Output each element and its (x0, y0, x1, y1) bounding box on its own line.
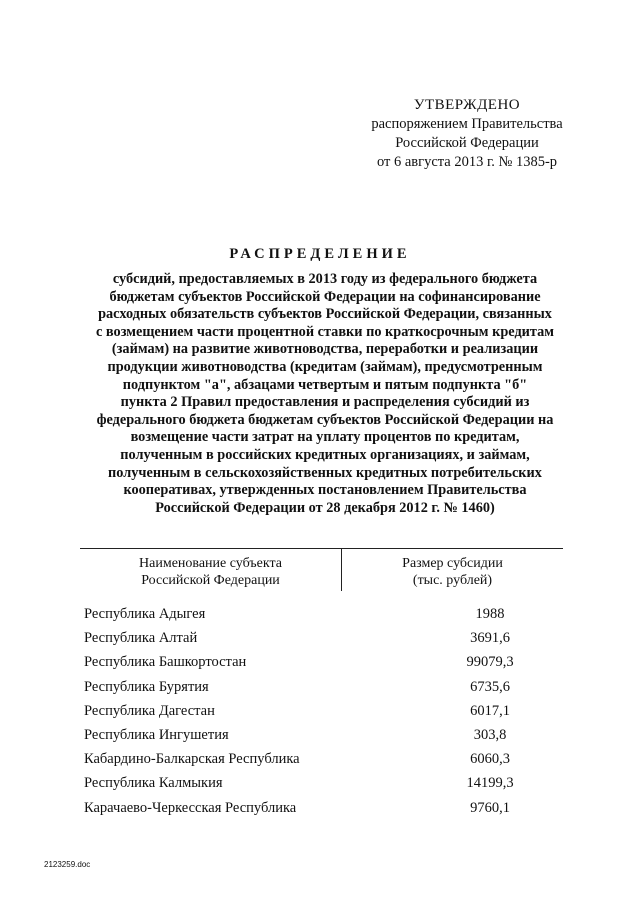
table-body (84, 606, 564, 824)
region-name: Кабардино-Балкарская Республика (84, 751, 300, 768)
subtitle-line: подпунктом "а", абзацами четвертым и пятым подпункта "б" (122, 376, 528, 393)
table-row (84, 775, 564, 799)
region-name: Республика Бурятия (84, 678, 209, 695)
region-name: Республика Башкортостан (84, 654, 247, 671)
subtitle-line: с возмещением части процентной ставки по краткосрочным кредитам (96, 323, 554, 340)
table-row (84, 606, 564, 630)
table-row (84, 800, 564, 824)
column-header-amount-line-2: (тыс. рублей) (412, 573, 493, 588)
column-header-name (80, 555, 341, 589)
table-header (80, 548, 563, 591)
table-row (84, 679, 564, 703)
table-row (84, 703, 564, 727)
subsidy-amount: 99079,3 (466, 654, 514, 671)
document-subtitle (72, 271, 578, 517)
table-row (84, 654, 564, 678)
document-title: РАСПРЕДЕЛЕНИЕ (229, 246, 411, 262)
subtitle-line: продукции животноводства (кредитам (займам), предусмотренным (107, 358, 543, 375)
column-header-amount (342, 555, 563, 589)
table-row (84, 727, 564, 751)
subsidy-amount: 3691,6 (470, 630, 510, 647)
subsidy-amount: 6735,6 (470, 678, 510, 695)
subtitle-line: полученным в российских кредитных организациях, и займам, (120, 446, 530, 463)
subsidy-amount: 9760,1 (470, 799, 510, 816)
subsidy-amount: 14199,3 (466, 775, 514, 792)
subtitle-line: полученным в сельскохозяйственных кредитных потребительских (108, 464, 542, 481)
approval-heading: УТВЕРЖДЕНО (413, 97, 521, 113)
region-name: Республика Алтай (84, 630, 198, 647)
approval-line-1: распоряжением Правительства (371, 116, 563, 132)
subtitle-line: федерального бюджета бюджетам субъектов Российской Федерации на (96, 411, 554, 428)
table-row (84, 630, 564, 654)
subsidy-amount: 303,8 (473, 726, 507, 743)
region-name: Карачаево-Черкесская Республика (84, 799, 297, 816)
subtitle-line: Российской Федерации от 28 декабря 2012 г. № 1460) (155, 499, 495, 516)
approval-line-2: Российской Федерации (395, 135, 539, 151)
column-header-amount-line-1: Размер субсидии (402, 556, 503, 571)
subtitle-line: субсидий, предоставляемых в 2013 году из федерального бюджета (112, 271, 538, 287)
region-name: Республика Адыгея (84, 606, 206, 622)
subtitle-line: возмещение части затрат на уплату процентов по кредитам, (130, 429, 520, 446)
region-name: Республика Ингушетия (84, 726, 229, 743)
approval-block (352, 96, 582, 172)
subtitle-line: пункта 2 Правил предоставления и распределения субсидий из (120, 394, 530, 411)
subtitle-line: бюджетам субъектов Российской Федерации на софинансирование (109, 288, 541, 305)
subtitle-line: (займам) на развитие животноводства, переработки и реализации (111, 341, 539, 358)
subsidy-amount: 1988 (475, 606, 505, 622)
table-row (84, 751, 564, 775)
column-header-name-line-1: Наименование субъекта (139, 556, 282, 571)
region-name: Республика Дагестан (84, 702, 215, 719)
file-name: 2123259.doc (44, 860, 91, 869)
subtitle-line: кооперативах, утвержденных постановлением Правительства (123, 482, 527, 499)
subsidy-amount: 6017,1 (470, 702, 510, 719)
subtitle-line: расходных обязательств субъектов Российской Федерации, связанных (98, 306, 552, 323)
approval-line-3: от 6 августа 2013 г. № 1385-р (376, 154, 558, 170)
column-header-name-line-2: Российской Федерации (141, 573, 280, 588)
subsidy-amount: 6060,3 (470, 751, 510, 768)
region-name: Республика Калмыкия (84, 775, 223, 792)
